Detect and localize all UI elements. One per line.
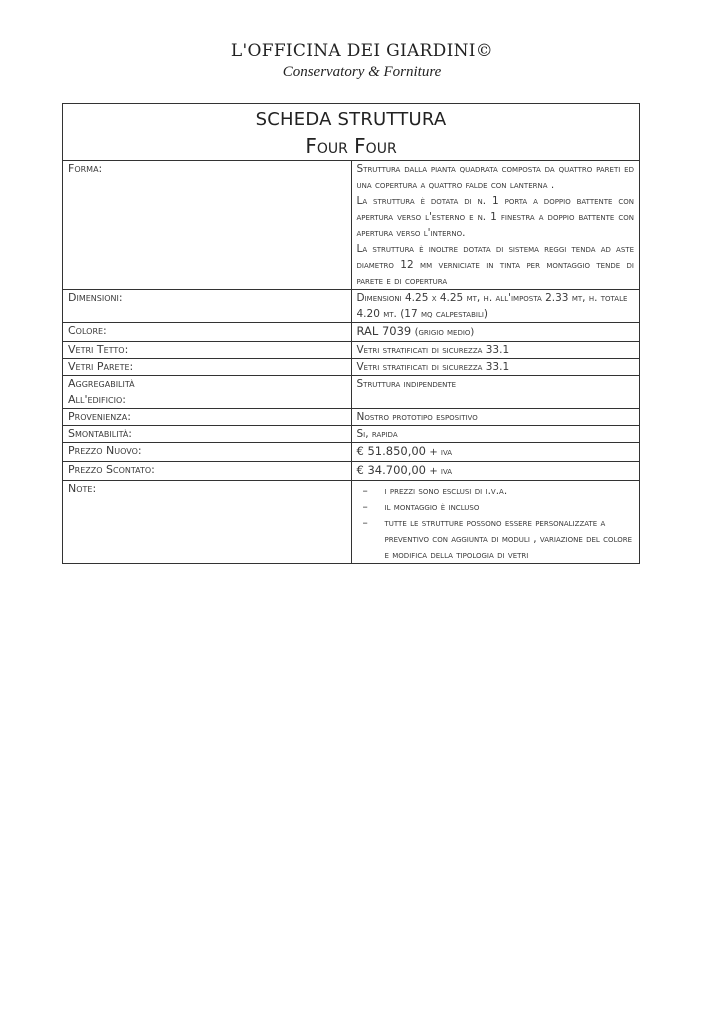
title-cell [63,104,640,161]
list-item [357,499,635,515]
dash-bullet: – [362,485,368,497]
forma-line: La struttura è dotata di n. 1 porta a doppio battente con apertura verso l'esterno e n. 1 finestra a doppio battente con apertura verso l'interno. [356,195,634,239]
company-name: L'OFFICINA DEI GIARDINI© [230,41,494,61]
dash-bullet: – [362,501,368,513]
label-aggregabilita-line: Aggregabilità [68,377,135,390]
label-colore: Colore: [63,323,352,342]
letterhead [0,40,724,81]
structure-name: Four Four [305,134,397,158]
label-prezzo-scontato: Prezzo Scontato: [63,462,352,481]
value-vetri-parete: Vetri stratificati di sicurezza 33.1 [351,359,640,376]
row-aggregabilita [63,376,640,409]
row-dimensioni [63,290,640,323]
row-prezzo-scontato [63,462,640,481]
colore-ral: RAL 7039 [356,324,412,338]
value-vetri-tetto: Vetri stratificati di sicurezza 33.1 [351,342,640,359]
note-text: tutte le strutture possono essere personalizzate a preventivo con aggiunta di moduli , variazione del colore e modifica della tipologia di vetri [384,517,633,561]
title-row [63,104,640,161]
structure-sheet-table [62,103,640,564]
row-provenienza [63,409,640,426]
list-item [357,515,635,563]
dash-bullet: – [362,517,368,529]
label-smontabilita: Smontabilità: [63,426,352,443]
row-colore [63,323,640,342]
label-aggregabilita-line: All'edificio: [68,393,126,406]
forma-line: Struttura dalla pianta quadrata composta da quattro pareti ed una copertura a quattro falde con lanterna . [356,163,634,191]
label-vetri-parete: Vetri Parete: [63,359,352,376]
forma-line: La struttura è inoltre dotata di sistema reggi tenda ad aste diametro 12 mm verniciate in tinta per montaggio tende di parete e di copertura [356,243,634,287]
value-note [351,481,640,564]
note-text: il montaggio è incluso [384,501,480,513]
prezzo-scontato-amount: € 34.700,00 [356,463,426,477]
row-prezzo-nuovo [63,443,640,462]
note-text: i prezzi sono esclusi di i.v.a. [384,485,508,497]
label-aggregabilita [63,376,352,409]
row-vetri-parete [63,359,640,376]
label-dimensioni: Dimensioni: [63,290,352,323]
notes-list [357,483,635,563]
value-smontabilita: Si, rapida [351,426,640,443]
prezzo-scontato-iva: + iva [429,466,453,477]
label-note: Note: [63,481,352,564]
label-vetri-tetto: Vetri Tetto: [63,342,352,359]
value-forma [351,161,640,290]
value-aggregabilita: Struttura indipendente [351,376,640,409]
colore-note: (grigio medio) [414,327,475,338]
row-vetri-tetto [63,342,640,359]
value-colore [351,323,640,342]
prezzo-nuovo-iva: + iva [429,447,453,458]
row-smontabilita [63,426,640,443]
sheet-title: SCHEDA STRUTTURA [255,109,447,130]
row-forma [63,161,640,290]
row-note [63,481,640,564]
label-provenienza: Provenienza: [63,409,352,426]
value-prezzo-nuovo [351,443,640,462]
value-dimensioni: Dimensioni 4.25 x 4.25 mt, h. all'imposta 2.33 mt, h. totale 4.20 mt. (17 mq calpestabili) [351,290,640,323]
value-prezzo-scontato [351,462,640,481]
value-provenienza: Nostro prototipo espositivo [351,409,640,426]
prezzo-nuovo-amount: € 51.850,00 [356,444,426,458]
company-tagline: Conservatory & Forniture [282,64,442,80]
label-forma: Forma: [63,161,352,290]
label-prezzo-nuovo: Prezzo Nuovo: [63,443,352,462]
list-item [357,483,635,499]
